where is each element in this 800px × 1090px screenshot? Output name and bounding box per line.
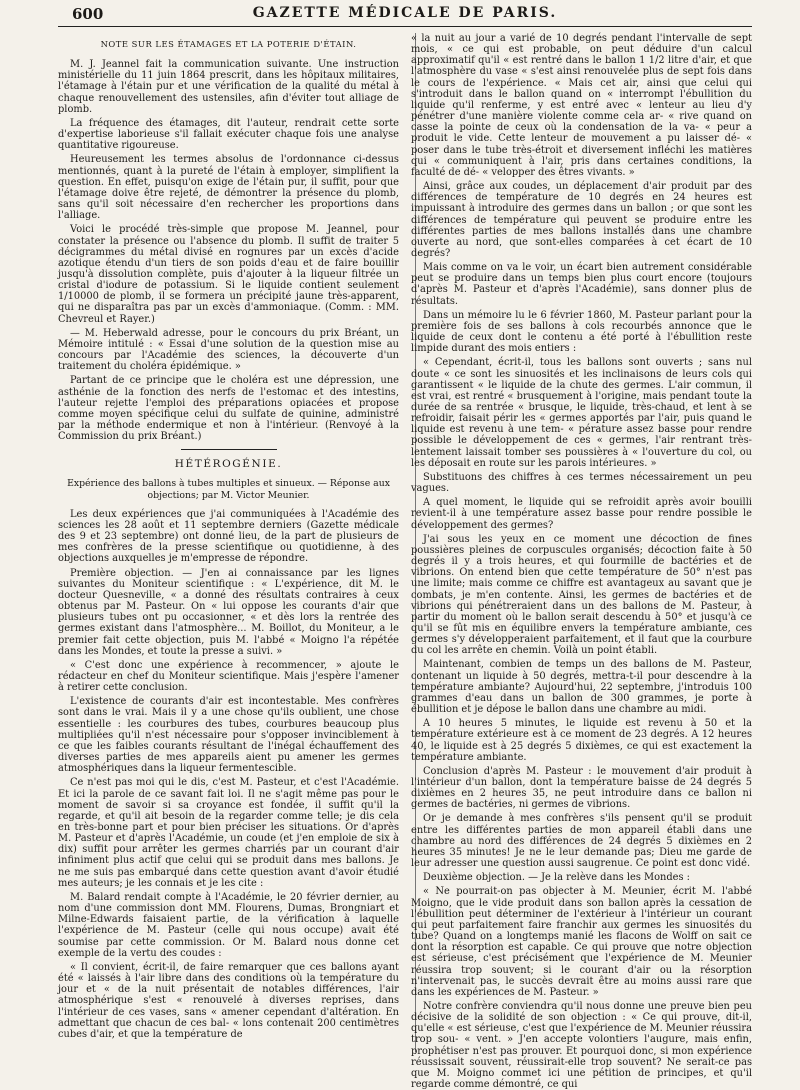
paragraph: J'ai sous les yeux en ce moment une décoction de fines poussières pleines de corpuscules organisés; décoction faite à 50 degrés il y a trois heures, et qui fourmille de bactéries et de vibrions. On entend bien que cette température de 50° n'est pas une limite; mais comme ce chiffre est avantageux au savant que je combats, je m'en contente. Ainsi, les germes de bactéries et de vibrions qui pénétreraient dans un des ballons de M. Pasteur, à partir du moment où le ballon serait descendu à 50° et jusqu'à ce qu'il se fût mis en équilibre envers la température ambiante, ces germes s'y développeraient parfaitement, et il faut que la courbure du col les arrête en chemin. Voilà un point établi. bbox=[411, 533, 752, 657]
paragraph: Conclusion d'après M. Pasteur : le mouvement d'air produit à l'intérieur d'un ballon, dont la température baisse de 24 degrés 5 dixièmes en 2 heures 35, ne peut introduire dans ce ballon ni germes de bactéries, ni germes de vibrions. bbox=[411, 765, 752, 811]
paragraph: — M. Heberwald adresse, pour le concours du prix Bréant, un Mémoire intitulé : « Essai d'une solution de la question mise au concours par l'Académie des sciences, la découverte d'un traitement du choléra épidémique. » bbox=[58, 327, 399, 373]
paragraph: « Cependant, écrit-il, tous les ballons sont ouverts ; sans nul doute « ce sont les sinuosités et les inclinaisons de leurs cols qui garantissent « le liquide de la chute des germes. L'air commun, il est vrai, est rentré « brusquement à l'origine, mais pendant toute la durée de sa rentrée « brusque, le liquide, très-chaud, et lent à se refroidir, faisait périr les « germes apportés par l'air, puis quand le liquide est revenu à une tem- « pérature assez basse pour rendre possible le développement de ces « germes, l'air rentrant très-lentement laissait tomber ses poussières à « l'ouverture du col, ou les déposait en route sur les parois intérieures. » bbox=[411, 357, 752, 469]
paragraph: Notre confrère conviendra qu'il nous donne une preuve bien peu décisive de la solidité de son objection : « Ce qui prouve, dit-il, qu'elle « est sérieuse, c'est que l'expérience de M. Meunier réussira trop sou- « vent. » J'en accepte volontiers l'augure, mais enfin, prophétiser n'est pas prouver. Et pourquoi donc, si mon expérience réussissait souvent, réussirait-elle trop souvent? Ne serait-ce pas que M. Moigno commet ici une pétition de principes, et qu'il regarde comme démontré, ce qui bbox=[411, 1000, 752, 1090]
paragraph: Ce n'est pas moi qui le dis, c'est M. Pasteur, et c'est l'Académie. Et ici la parole de ce savant fait loi. Il ne s'agit même pas pour le moment de savoir si sa croyance est fondée, il suffit qu'il la regarde, et qu'il ait besoin de la regarder comme telle; je dis cela en très-bonne part et pour bien préciser les situations. Or d'après M. Pasteur et d'après l'Académie, un coude (et j'en emploie de six à dix) suffit pour arrêter les germes charriés par un courant d'air infiniment plus actif que celui qui se produit dans mes ballons. Je ne me suis pas embarqué dans cette question avant d'avoir étudié mes auteurs; je les connais et je les cite : bbox=[58, 777, 399, 889]
paragraph: Maintenant, combien de temps un des ballons de M. Pasteur, contenant un liquide à 50 degrés, mettra-t-il pour descendre à la température ambiante? Aujourd'hui, 22 septembre, j'introduis 100 grammes d'eau dans un ballon de 300 grammes, je porte à ébullition et je dépose le ballon dans une chambre au midi. bbox=[411, 659, 752, 716]
paragraph: « C'est donc une expérience à recommencer, » ajoute le rédacteur en chef du Moniteur scientifique. Mais j'espère l'amener à retirer cette conclusion. bbox=[58, 659, 399, 694]
paragraph: Ainsi, grâce aux coudes, un déplacement d'air produit par des différences de température de 10 degrés en 24 heures est impuissant à introduire des germes dans un ballon ; or que sont les différences de température qui peuvent se produire entre les différentes parties de mes ballons installés dans une chambre ouverte au nord, que sont-elles comparées à cet écart de 10 degrés? bbox=[411, 181, 752, 259]
paragraph: Voici le procédé très-simple que propose M. Jeannel, pour constater la présence ou l'absence du plomb. Il suffit de traiter 5 décigrammes du métal divisé en rognures par un excès d'acide azotique étendu d'un tiers de son poids d'eau et de faire bouillir jusqu'à dissolution complète, puis d'ajouter à la liqueur filtrée un cristal d'iodure de potassium. Si le liquide contient seulement 1/10000 de plomb, il se formera un précipité jaune très-apparent, qui ne disparaîtra pas par un excès d'ammoniaque. (Comm. : MM. Chevreul et Rayer.) bbox=[58, 224, 399, 325]
paragraph: Deuxième objection. — Je la relève dans les Mondes : bbox=[423, 872, 690, 884]
paragraph: Mais comme on va le voir, un écart bien autrement considérable peut se produire dans un temps bien plus court encore (toujours d'après M. Pasteur et d'après l'Académie), sans donner plus de résultats. bbox=[411, 262, 752, 307]
paragraph: « la nuit au jour a varié de 10 degrés pendant l'intervalle de sept mois, « ce qui est probable, on peut déduire d'un calcul approximatif qu'il « est rentré dans le ballon 1 1/2 litre d'air, et que l'atmosphère du vase « s'est ainsi renouvelée plus de sept fois dans le cours de l'expérience. « Mais cet air, ainsi que celui qui s'introduit dans le ballon quand on « interrompt l'ébullition du liquide qu'il renferme, y est entré avec « lenteur au lieu d'y pénétrer d'une manière violente comme cela ar- « rive quand on casse la pointe de ceux où la condensation de la va- « peur a produit le vide. Cette lenteur de mouvement a pu laisser dé- « poser dans le tube très-étroit et diversement infléchi les matières qui « communiquent à l'air, pris dans certaines conditions, la faculté de dé- « velopper des êtres vivants. » bbox=[411, 33, 752, 178]
paragraph: Or je demande à mes confrères s'ils pensent qu'il se produit entre les différentes parties de mon appareil établi dans une chambre au nord des différences de 24 degrés 5 dixièmes en 2 heures 35 minutes! Je ne le leur demande pas; Dieu me garde de leur adresser une question aussi saugrenue. Ce point est donc vidé. bbox=[411, 813, 752, 870]
page-number: 600 bbox=[72, 5, 104, 23]
right-column bbox=[411, 33, 752, 1090]
text-columns bbox=[58, 33, 752, 1090]
paragraph: M. Balard rendait compte à l'Académie, le 20 février dernier, au nom d'une commission dont MM. Flourens, Dumas, Brongniart et Milne-Edwards faisaient partie, de la vérification à laquelle l'expérience de M. Pasteur (celle qui nous occupe) avait été soumise par cette commission. Or M. Balard nous donne cet exemple de la vertu des coudes : bbox=[58, 891, 399, 959]
paragraph: La fréquence des étamages, dit l'auteur, rendrait cette sorte d'expertise laborieuse s'il fallait exécuter chaque fois une analyse quantitative rigoureuse. bbox=[58, 117, 399, 152]
left-column bbox=[58, 33, 399, 1048]
paragraph: Heureusement les termes absolus de l'ordonnance ci-dessus mentionnés, quant à la pureté de l'étain à employer, simplifient la question. En effet, puisqu'on exige de l'étain pur, il suffit, pour que l'étamage doive être rejeté, de démontrer la présence du plomb, sans qu'il soit nécessaire d'en rechercher les proportions dans l'alliage. bbox=[58, 154, 399, 222]
section-rule bbox=[181, 449, 277, 450]
paragraph: « Il convient, écrit-il, de faire remarquer que ces ballons ayant été « laissés à l'air libre dans des conditions où la température du jour et « de la nuit présentait de notables différences, l'air atmosphérique s'est « renouvelé à diverses reprises, dans l'intérieur de ces vases, sans « amener cependant d'altération. En admettant que chacun de ces bal- « lons contenait 200 centimètres cubes d'air, et que la température de bbox=[58, 961, 399, 1040]
paragraph: L'existence de courants d'air est incontestable. Mes confrères sont dans le vrai. Mais il y a une chose qu'ils oublient, une chose essentielle : les courbures des tubes, courbures beaucoup plus multipliées qu'il n'est nécessaire pour s'opposer invinciblement à ce que les faibles courants résultant de l'inégal échauffement des diverses parties de mes appareils aient pu amener les germes atmosphériques dans la liqueur fermentescible. bbox=[58, 696, 399, 775]
paragraph: Première objection. — J'en ai connaissance par les lignes suivantes du Moniteur scientifique : « L'expérience, dit M. le docteur Quesneville, « a donné des résultats contraires à ceux obtenus par M. Pasteur. On « lui oppose les courants d'air que plusieurs tubes ont pu occasionner, « et dès lors la rentrée des germes existant dans l'atmosphère... M. Boillot, du Moniteur, a le premier fait cette objection, puis M. l'abbé « Moigno l'a répétée dans les Mondes, et toute la presse a suivi. » bbox=[58, 567, 399, 657]
running-head bbox=[58, 4, 752, 27]
article-subtitle: Expérience des ballons à tubes multiples et sinueux. — Réponse aux objections; par M. Victor Meunier. bbox=[67, 478, 390, 501]
note-heading: NOTE SUR LES ÉTAMAGES ET LA POTERIE D'ÉTAIN. bbox=[100, 39, 357, 49]
paragraph: Substituons des chiffres à ces termes nécessairement un peu vagues. bbox=[411, 471, 752, 495]
paragraph: Dans un mémoire lu le 6 février 1860, M. Pasteur parlant pour la première fois de ses ballons à cols recourbés annonce que le liquide de ceux dont le contenu a été porté à l'ébullition reste limpide durant des mois entiers : bbox=[411, 309, 752, 355]
paragraph: A quel moment, le liquide qui se refroidit après avoir bouilli revient-il à une température assez basse pour rendre possible le développement des germes? bbox=[411, 497, 752, 531]
section-title: HÉTÉROGÉNIE. bbox=[174, 458, 283, 471]
paragraph: Partant de ce principe que le choléra est une dépression, une asthénie de la fonction des nerfs de l'estomac et des intestins, l'auteur rejette l'emploi des préparations opiacées et propose comme moyen spécifique celui du sulfate de quinine, administré par la méthode endermique et non à l'intérieur. (Renvoyé à la Commission du prix Bréant.) bbox=[58, 375, 399, 443]
paragraph: « Ne pourrait-on pas objecter à M. Meunier, écrit M. l'abbé Moigno, que le vide produit dans son ballon après la cessation de l'ébullition peut déterminer de l'extérieur à l'intérieur un courant qui peut parfaitement faire franchir aux germes les sinuosités du tube? Quand on a longtemps manié les flacons de Wolff on sait ce dont la résorption est capable. Ce qui prouve que notre objection est sérieuse, c'est précisément que l'expérience de M. Meunier réussira trop souvent; si le courant d'air ou la résorption n'intervenait pas, le succès devrait être au moins aussi rare que dans les expériences de M. Pasteur. » bbox=[411, 886, 752, 998]
journal-title: GAZETTE MÉDICALE DE PARIS. bbox=[252, 5, 558, 21]
paragraph: A 10 heures 5 minutes, le liquide est revenu à 50 et la température extérieure est à ce moment de 23 degrés. A 12 heures 40, le liquide est à 25 degrés 5 dixièmes, ce qui est exactement la température ambiante. bbox=[411, 718, 752, 763]
paragraph: M. J. Jeannel fait la communication suivante. Une instruction ministérielle du 11 juin 1864 prescrit, dans les hôpitaux militaires, l'étamage à l'étain pur et une vérification de la qualité du métal à chaque renouvellement des ustensiles, afin d'éviter tout alliage de plomb. bbox=[58, 59, 399, 115]
paragraph: Les deux expériences que j'ai communiquées à l'Académie des sciences les 28 août et 11 septembre derniers (Gazette médicale des 9 et 23 septembre) ont donné lieu, de la part de plusieurs de mes confrères de la presse scientifique ou quotidienne, à des objections auxquelles je m'empresse de répondre. bbox=[58, 508, 399, 565]
